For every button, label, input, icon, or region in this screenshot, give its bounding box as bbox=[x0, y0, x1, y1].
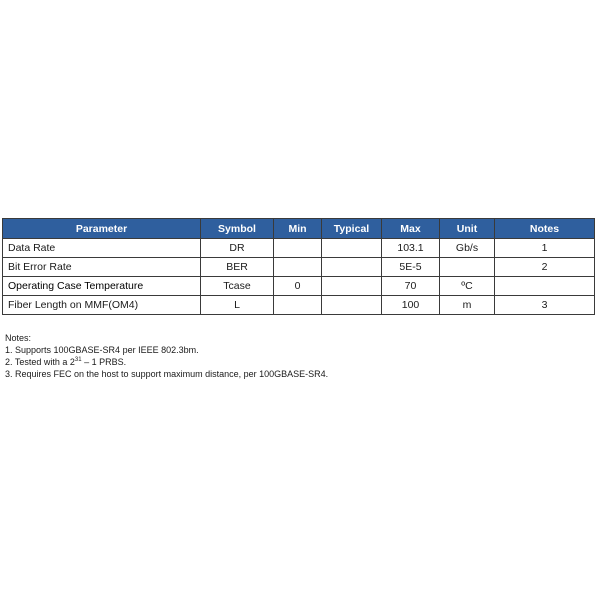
cell-symbol: Tcase bbox=[201, 277, 274, 296]
header-parameter: Parameter bbox=[3, 219, 201, 239]
cell-unit: ºC bbox=[440, 277, 495, 296]
header-notes: Notes bbox=[495, 219, 595, 239]
table-row bbox=[3, 296, 595, 315]
cell-unit: m bbox=[440, 296, 495, 315]
table-row bbox=[3, 277, 595, 296]
header-min: Min bbox=[274, 219, 322, 239]
notes-section bbox=[5, 332, 328, 380]
cell-max: 103.1 bbox=[382, 239, 440, 258]
spec-table bbox=[2, 218, 595, 315]
notes-heading: Notes: bbox=[5, 333, 32, 343]
cell-symbol: BER bbox=[201, 258, 274, 277]
cell-min bbox=[274, 258, 322, 277]
cell-notes: 3 bbox=[495, 296, 595, 315]
table-row bbox=[3, 258, 595, 277]
cell-symbol: DR bbox=[201, 239, 274, 258]
cell-max: 5E-5 bbox=[382, 258, 440, 277]
note-1: 1. Supports 100GBASE-SR4 per IEEE 802.3bm. bbox=[5, 345, 199, 355]
note-2 bbox=[5, 356, 328, 368]
cell-notes: 1 bbox=[495, 239, 595, 258]
cell-notes bbox=[495, 277, 595, 296]
cell-unit bbox=[440, 258, 495, 277]
cell-parameter: Fiber Length on MMF(OM4) bbox=[3, 296, 201, 315]
table-row bbox=[3, 239, 595, 258]
note-2-suffix: – 1 PRBS. bbox=[81, 357, 127, 367]
header-typical: Typical bbox=[322, 219, 382, 239]
cell-symbol: L bbox=[201, 296, 274, 315]
cell-parameter: Bit Error Rate bbox=[3, 258, 201, 277]
cell-typical bbox=[322, 239, 382, 258]
header-symbol: Symbol bbox=[201, 219, 274, 239]
header-max: Max bbox=[382, 219, 440, 239]
note-2-exponent: 31 bbox=[74, 357, 82, 363]
header-unit: Unit bbox=[440, 219, 495, 239]
cell-parameter: Operating Case Temperature bbox=[3, 277, 201, 296]
table-header-row bbox=[3, 219, 595, 239]
cell-max: 100 bbox=[382, 296, 440, 315]
cell-notes: 2 bbox=[495, 258, 595, 277]
cell-max: 70 bbox=[382, 277, 440, 296]
cell-unit: Gb/s bbox=[440, 239, 495, 258]
cell-typical bbox=[322, 277, 382, 296]
note-3: 3. Requires FEC on the host to support maximum distance, per 100GBASE-SR4. bbox=[5, 369, 329, 379]
note-2-prefix: 2. Tested with a 2 bbox=[5, 357, 75, 367]
cell-min bbox=[274, 239, 322, 258]
cell-min: 0 bbox=[274, 277, 322, 296]
cell-parameter: Data Rate bbox=[3, 239, 201, 258]
cell-typical bbox=[322, 258, 382, 277]
cell-typical bbox=[322, 296, 382, 315]
cell-min bbox=[274, 296, 322, 315]
